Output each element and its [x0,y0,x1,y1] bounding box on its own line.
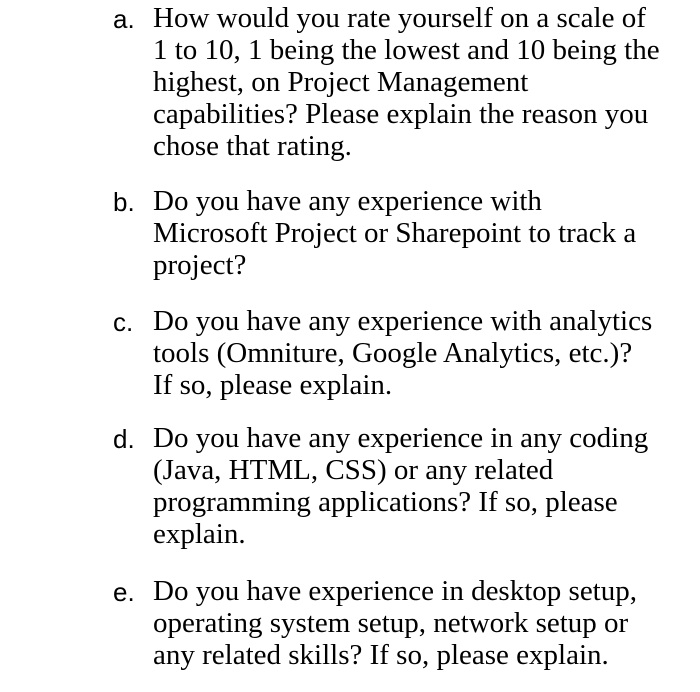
question-marker: e. [113,577,135,607]
question-line: explain. [153,518,246,550]
question-text [153,2,693,162]
question-text [153,575,693,671]
question-line: Do you have any experience with [153,185,542,217]
question-line: If so, please explain. [153,369,393,401]
question-marker: c. [113,307,134,337]
question-text [153,422,693,550]
question-text [153,185,693,281]
question-marker: d. [113,424,135,454]
question-marker: a. [113,4,135,34]
question-line: 1 to 10, 1 being the lowest and 10 being the [153,34,660,66]
question-line: any related skills? If so, please explain. [153,639,609,671]
question-marker: b. [113,187,135,217]
question-line: programming applications? If so, please [153,486,618,518]
question-line: Do you have experience in desktop setup, [153,575,637,607]
question-line: project? [153,249,247,281]
question-line: chose that rating. [153,130,352,162]
question-line: Do you have any experience with analytics [153,305,653,337]
question-line: (Java, HTML, CSS) or any related [153,454,554,486]
question-line: highest, on Project Management [153,66,529,98]
question-line: Do you have any experience in any coding [153,422,649,454]
question-line: capabilities? Please explain the reason you [153,98,649,130]
question-text [153,305,693,401]
question-line: tools (Omniture, Google Analytics, etc.)? [153,337,633,369]
question-line: operating system setup, network setup or [153,607,629,639]
question-line: How would you rate yourself on a scale of [153,2,646,34]
question-line: Microsoft Project or Sharepoint to track a [153,217,637,249]
